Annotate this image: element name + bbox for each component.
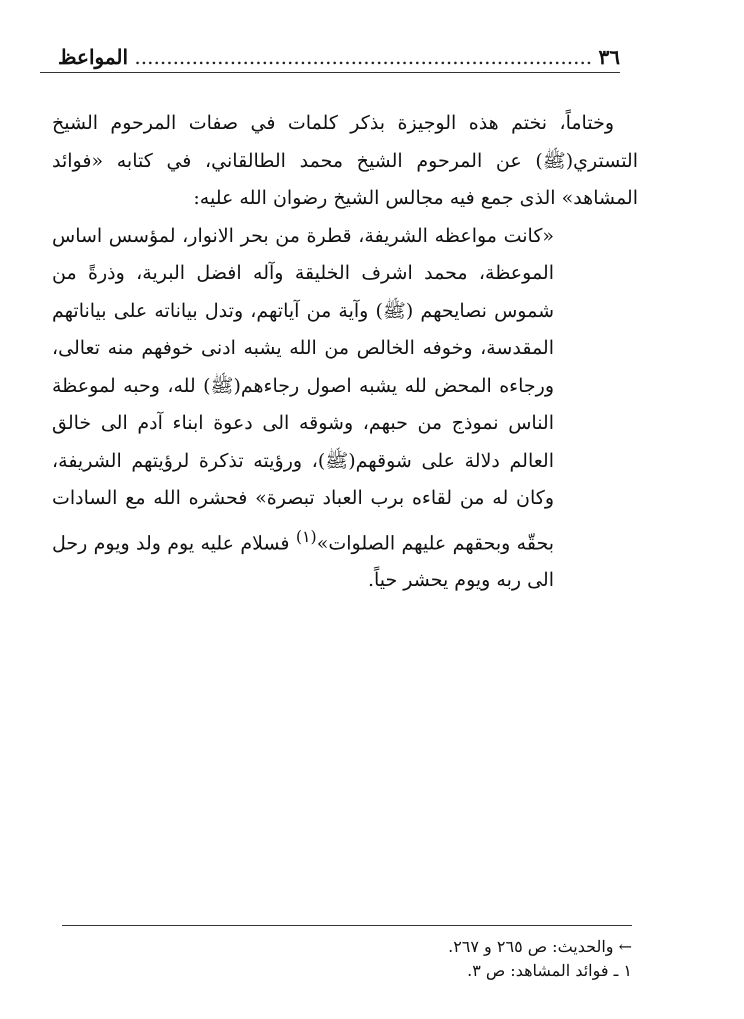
- page-header: [40, 40, 620, 74]
- page-number: ٣٦: [598, 45, 620, 69]
- intro-paragraph: وختاماً، نختم هذه الوجيزة بذكر كلمات في صفات المرحوم الشيخ التستري(ﷺ) عن المرحوم الشيخ محمد الطالقاني، في كتابه «فوائد المشاهد» الذى جمع فيه مجالس الشيخ رضوان الله عليه:: [52, 112, 638, 209]
- closing-text: فسلام عليه يوم ولد ويوم رحل الى ربه ويوم يحشر حياً.: [52, 531, 554, 592]
- body-text: [52, 105, 638, 600]
- footnotes: [300, 935, 632, 983]
- quote-paragraph: [52, 218, 554, 600]
- header-rule: [40, 72, 620, 73]
- quote-text: «كانت مواعظه الشريفة، قطرة من بحر الانوار، لمؤسس اساس الموعظة، محمد اشرف الخليقة وآله افضل البرية، وذرةً من شموس نصايحهم (ﷺ) وآية من آياتهم، وتدل بياناته على بياناتهم المقدسة، وخوفه الخالص من الله يشبه ادنى خوفهم منه تعالى، ورجاءه المحض لله يشبه اصول رجاءهم(ﷺ) لله، وحبه لموعظة الناس نموذج من حبهم، وشوقه الى دعوة ابناء آدم الى خالق العالم دلالة على شوقهم(ﷺ)، ورؤيته تذكرة لرؤيتهم الشريفة، وكان له من لقاءه برب العباد تبصرة» فحشره الله مع السادات بحقّه وبحقهم عليهم الصلوات»: [52, 224, 555, 554]
- footnote-marker: (١): [295, 526, 317, 546]
- running-title: المواعظ: [58, 45, 129, 69]
- footnote-rule: [62, 925, 632, 926]
- header-leader-dots: ........................................................................: [134, 45, 593, 69]
- footnote-1: ١ ـ فوائد المشاهد: ص ٣.: [467, 961, 632, 980]
- footnote-continuation: ← والحديث: ص ٢٦٥ و ٢٦٧.: [448, 937, 632, 956]
